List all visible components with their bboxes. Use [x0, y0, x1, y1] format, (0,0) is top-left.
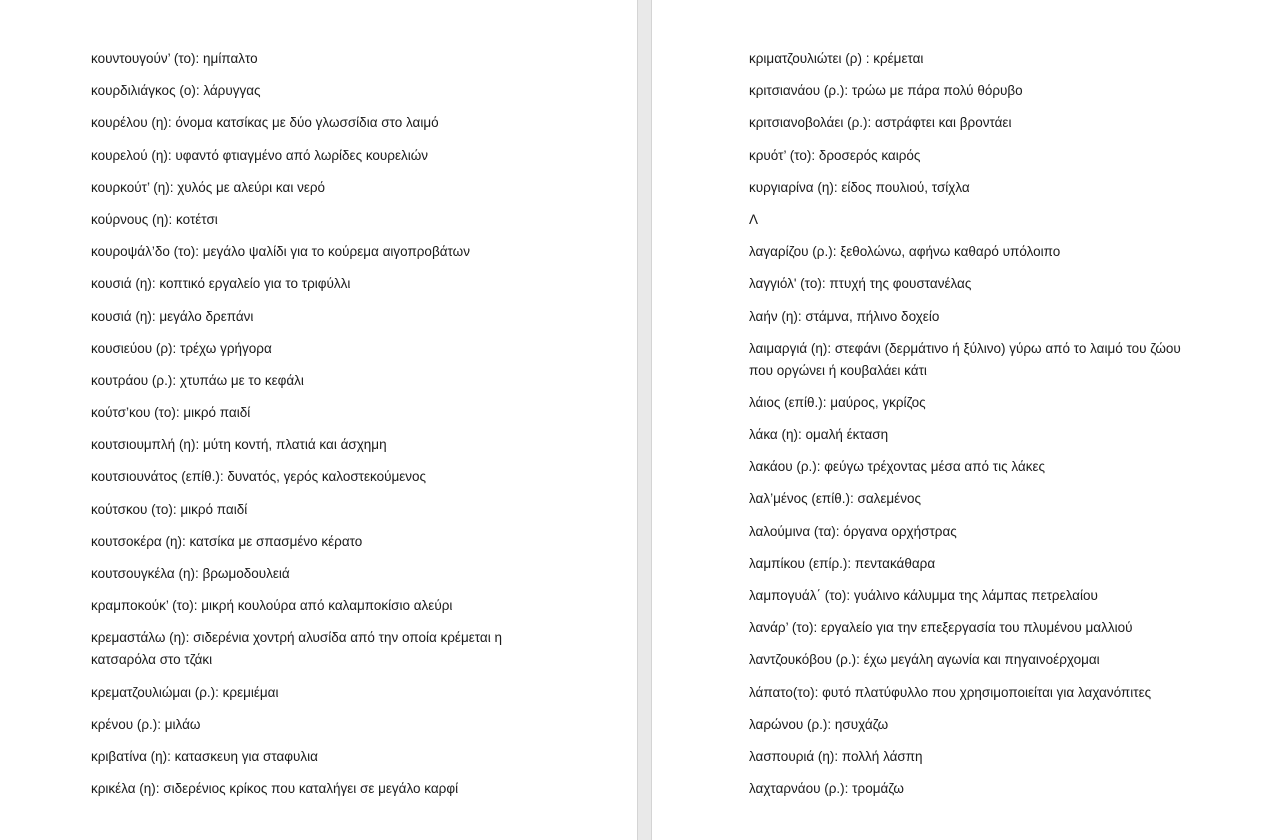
glossary-entry: κουσιά (η): μεγάλο δρεπάνι	[91, 308, 254, 324]
glossary-entry: κούρνους (η): κοτέτσι	[91, 211, 218, 227]
glossary-entry: κουρέλου (η): όνομα κατσίκας με δύο γλωσσίδια στο λαιμό	[91, 115, 439, 131]
right-page	[652, 0, 1280, 840]
glossary-entry: λαγαρίζου (ρ.): ξεθολώνω, αφήνω καθαρό υπόλοιπο	[749, 244, 1061, 260]
glossary-entry: κουτσιουμπλή (η): μύτη κοντή, πλατιά και άσχημη	[91, 437, 387, 453]
entry-list-left	[91, 48, 551, 810]
glossary-entry: κουτσουγκέλα (η): βρωμοδουλειά	[91, 566, 290, 581]
glossary-entry: λαλ’μένος (επίθ.): σαλεμένος	[749, 491, 921, 507]
glossary-entry: κριτσιανάου (ρ.): τρώω με πάρα πολύ θόρυβο	[749, 83, 1023, 99]
glossary-entry: λαντζουκόβου (ρ.): έχω μεγάλη αγωνία και πηγαινοέρχομαι	[749, 652, 1100, 668]
glossary-entry: κριματζουλιώτει (ρ) : κρέμεται	[749, 51, 924, 66]
glossary-entry: κουροψάλ’δο (το): μεγάλο ψαλίδι για το κούρεμα αιγοπροβάτων	[91, 244, 470, 260]
glossary-entry: λάπατο(το): φυτό πλατύφυλλο που χρησιμοποιείται για λαχανόπιτες	[749, 684, 1152, 700]
glossary-entry: κουρελού (η): υφαντό φτιαγμένο από λωρίδες κουρελιών	[91, 147, 429, 163]
glossary-entry: λανάρ’ (το): εργαλείο για την επεξεργασία του πλυμένου μαλλιού	[749, 620, 1133, 636]
glossary-entry: κρένου (ρ.): μιλάω	[91, 716, 201, 732]
glossary-entry: κουρκούτ’ (η): χυλός με αλεύρι και νερό	[91, 179, 326, 195]
page-gutter	[637, 0, 652, 840]
glossary-entry: κουσιά (η): κοπτικό εργαλείο για το τριφύλλι	[91, 276, 351, 292]
glossary-entry: κρεμαστάλω (η): σιδερένια χοντρή αλυσίδα από την οποία κρέμεται η κατσαρόλα στο τζάκι	[91, 630, 502, 668]
glossary-entry: κρεματζουλιώμαι (ρ.): κρεμιέμαι	[91, 684, 279, 700]
entry-list-right	[749, 48, 1189, 810]
glossary-entry: λαμπογυάλ΄ (το): γυάλινο κάλυμμα της λάμπας πετρελαίου	[749, 588, 1098, 603]
glossary-entry: κούτσ’κου (το): μικρό παιδί	[91, 405, 251, 421]
glossary-entry: κουσιεύου (ρ): τρέχω γρήγορα	[91, 340, 272, 356]
glossary-entry: κουτράου (ρ.): χτυπάω με το κεφάλι	[91, 372, 304, 388]
glossary-entry: λαμπίκου (επίρ.): πεντακάθαρα	[749, 555, 936, 571]
glossary-entry: λαήν (η): στάμνα, πήλινο δοχείο	[749, 308, 940, 324]
glossary-entry: κρυότ’ (το): δροσερός καιρός	[749, 147, 921, 163]
glossary-entry: λαχταρνάου (ρ.): τρομάζω	[749, 781, 904, 797]
glossary-entry: λαιμαργιά (η): στεφάνι (δερμάτινο ή ξύλινο) γύρω από το λαιμό του ζώου που οργώνει ή κουβαλάει κάτι	[749, 340, 1181, 378]
glossary-entry: λάκα (η): ομαλή έκταση	[749, 427, 889, 443]
glossary-entry: λακάου (ρ.): φεύγω τρέχοντας μέσα από τις λάκες	[749, 459, 1045, 475]
left-page	[0, 0, 637, 840]
glossary-entry: κουντουγούν’ (το): ημίπαλτο	[91, 51, 258, 66]
glossary-entry: λαγγιόλ' (το): πτυχή της φουστανέλας	[749, 276, 972, 292]
glossary-entry: λαλούμινα (τα): όργανα ορχήστρας	[749, 523, 957, 539]
glossary-entry: κουρδιλιάγκος (ο): λάρυγγας	[91, 83, 261, 99]
glossary-entry: κούτσκου (το): μικρό παιδί	[91, 501, 248, 517]
section-letter-heading: Λ	[749, 211, 759, 227]
glossary-entry: κριτσιανοβολάει (ρ.): αστράφτει και βροντάει	[749, 115, 1012, 131]
glossary-entry: κρικέλα (η): σιδερένιος κρίκος που καταλήγει σε μεγάλο καρφί	[91, 781, 459, 797]
glossary-entry: λασπουριά (η): πολλή λάσπη	[749, 748, 923, 764]
glossary-entry: κριβατίνα (η): κατασκευη για σταφυλια	[91, 748, 318, 764]
glossary-entry: λάιος (επίθ.): μαύρος, γκρίζος	[749, 394, 926, 410]
glossary-entry: λαρώνου (ρ.): ησυχάζω	[749, 716, 889, 732]
glossary-entry: κυργιαρίνα (η): είδος πουλιού, τσίχλα	[749, 179, 970, 195]
glossary-entry: κραμποκούκ’ (το): μικρή κουλούρα από καλαμποκίσιο αλεύρι	[91, 598, 453, 614]
glossary-entry: κουτσιουνάτος (επίθ.): δυνατός, γερός καλοστεκούμενος	[91, 469, 427, 485]
glossary-entry: κουτσοκέρα (η): κατσίκα με σπασμένο κέρατο	[91, 533, 363, 549]
